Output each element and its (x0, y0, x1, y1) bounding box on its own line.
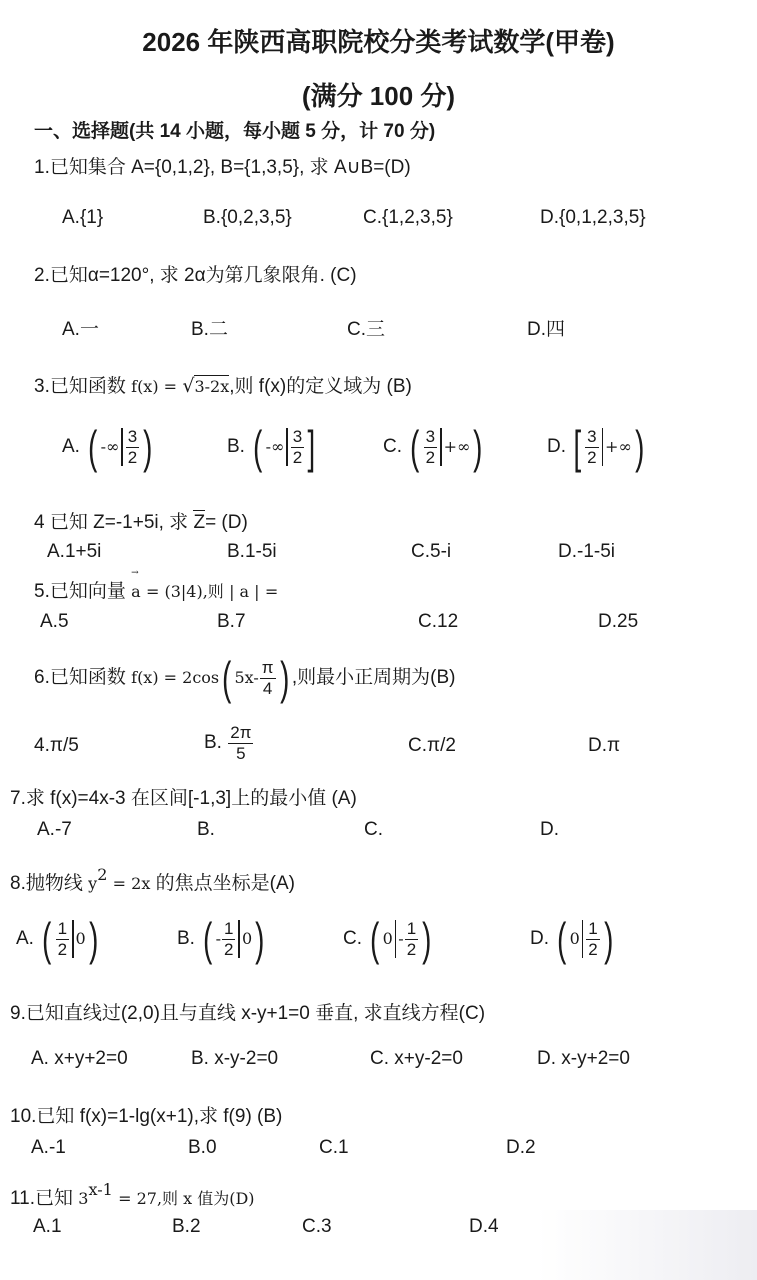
q8-option-a-label: A. (16, 928, 34, 950)
numerator: 2π (230, 723, 252, 742)
q6-inner: 5x- (234, 668, 259, 688)
q11-rhs: = 27,则 x 值为(D) (118, 1189, 255, 1208)
q7-option-a: A.-7 (37, 819, 72, 840)
q1-option-a: A.{1} (62, 207, 104, 228)
section-heading: 一、选择题(共 14 小题，每小题 5 分，计 70 分) (34, 121, 436, 142)
q8-prefix: 8.抛物线 (10, 873, 83, 894)
numerator: 3 (587, 426, 597, 446)
question-1-stem: 1.已知集合 A={0,1,2}, B={1,3,5}, 求 A∪B=(D) (34, 157, 411, 178)
q8-suffix: 的焦点坐标是(A) (155, 873, 295, 894)
q10-option-b: B.0 (188, 1137, 217, 1158)
close-paren: ) (422, 913, 432, 965)
fraction (586, 919, 599, 959)
separator (238, 920, 240, 958)
q7-option-b: B. (197, 819, 215, 840)
open-paren: ( (410, 421, 420, 473)
zero: 0 (241, 929, 253, 949)
q9-option-b: B. x-y-2=0 (191, 1048, 279, 1069)
q6-option-c: C.π/2 (408, 735, 456, 756)
q5-option-d: D.25 (598, 611, 639, 632)
denominator: 2 (223, 939, 234, 959)
q3-option-b-label: B. (227, 436, 245, 458)
close-paren: ) (143, 421, 153, 473)
q11-option-d: D.4 (469, 1216, 499, 1237)
q10-option-c: C.1 (319, 1137, 349, 1158)
fraction (222, 919, 235, 959)
question-3-stem (34, 371, 412, 398)
vector-a: → a (131, 582, 141, 601)
fraction (291, 427, 304, 467)
q11-option-b: B.2 (172, 1216, 201, 1237)
fraction (126, 427, 139, 467)
q6-function: f(x) = 2cos (131, 668, 220, 688)
q4-suffix: = (D) (205, 512, 248, 533)
q8-option-a (16, 913, 101, 965)
q6-option-b-label: B. (204, 732, 222, 754)
q8-option-b-label: B. (177, 928, 195, 950)
q3-radicand: 3-2x (194, 377, 230, 396)
open-paren: ( (222, 652, 232, 704)
q1-option-c: C.{1,2,3,5} (363, 207, 453, 228)
q4-option-c: C.5-i (411, 541, 452, 562)
q10-option-d: D.2 (506, 1137, 536, 1158)
q4-option-d: D.-1-5i (558, 541, 616, 562)
numerator: 3 (127, 426, 138, 446)
close-paren: ) (88, 913, 98, 965)
q5-option-a: A.5 (40, 611, 69, 632)
minus-sign: - (398, 929, 404, 949)
q1-option-d: D.{0,1,2,3,5} (540, 207, 646, 228)
q8-rhs: = 2x (112, 874, 151, 893)
denominator: 4 (262, 678, 273, 698)
q5-option-b: B.7 (217, 611, 246, 632)
open-bracket: [ (573, 421, 582, 473)
q8-option-d-label: D. (530, 928, 549, 950)
neg-infinity: -∞ (265, 437, 285, 457)
q3-prefix: 3.已知函数 (34, 376, 126, 397)
separator (440, 428, 442, 466)
sqrt-symbol: √ (182, 375, 195, 397)
close-paren: ) (634, 421, 645, 473)
exam-title: 2026 年陕西高职院校分类考试数学(甲卷) (142, 27, 615, 57)
open-paren: ( (253, 421, 263, 473)
q6-prefix: 6.已知函数 (34, 667, 126, 689)
q11-option-c: C.3 (302, 1216, 332, 1237)
fraction (260, 658, 276, 698)
q5-option-c: C.12 (418, 611, 459, 632)
zero: 0 (569, 929, 580, 949)
numerator: 3 (292, 426, 303, 446)
separator (286, 428, 288, 466)
pos-infinity: +∞ (443, 437, 471, 457)
fraction (424, 427, 437, 467)
exam-subtitle: (满分 100 分) (301, 81, 456, 111)
q3-option-d-label: D. (547, 436, 566, 458)
question-8-stem (10, 865, 295, 895)
q3-option-c (383, 421, 486, 473)
denominator: 2 (588, 939, 598, 959)
question-9-stem: 9.已知直线过(2,0)且与直线 x-y+1=0 垂直, 求直线方程(C) (10, 1003, 486, 1024)
denominator: 2 (425, 447, 436, 467)
denominator: 2 (57, 939, 68, 959)
q8-option-c-label: C. (343, 928, 362, 950)
q1-option-b: B.{0,2,3,5} (203, 207, 292, 228)
open-paren: ( (557, 913, 567, 965)
q9-option-c: C. x+y-2=0 (370, 1048, 463, 1069)
q6-option-d: D.π (588, 735, 621, 756)
q5-prefix: 5.已知向量 (34, 581, 126, 602)
denominator: 2 (292, 447, 303, 467)
zero: 0 (382, 929, 393, 949)
q9-option-a: A. x+y+2=0 (31, 1048, 128, 1069)
q11-prefix: 11.已知 (10, 1188, 74, 1209)
q2-option-c: C.三 (347, 319, 386, 340)
open-paren: ( (370, 913, 380, 965)
close-paren: ) (255, 913, 265, 965)
denominator: 2 (127, 447, 138, 467)
q6-option-a: 4.π/5 (34, 735, 79, 756)
q2-option-b: B.二 (191, 319, 228, 340)
q8-option-b (177, 913, 267, 965)
separator (72, 920, 74, 958)
q4-option-b: B.1-5i (227, 541, 277, 562)
open-paren: ( (42, 913, 52, 965)
question-10-stem: 10.已知 f(x)=1-lg(x+1),求 f(9) (B) (10, 1106, 283, 1127)
q11-option-a: A.1 (33, 1216, 62, 1237)
q2-option-a: A.一 (62, 319, 99, 340)
q8-option-c (343, 913, 435, 965)
denominator: 2 (587, 447, 597, 467)
q3-option-a (62, 421, 156, 473)
close-paren: ) (603, 913, 614, 965)
question-2-stem: 2.已知α=120°, 求 2α为第几象限角. (C) (34, 265, 357, 286)
q6-suffix: ,则最小正周期为(B) (291, 667, 456, 689)
q4-prefix: 4 已知 Z=-1+5i, 求 (34, 512, 189, 533)
numerator: 3 (425, 426, 436, 446)
question-5-stem (34, 576, 278, 603)
q3-option-b (227, 421, 318, 473)
pos-infinity: +∞ (605, 437, 632, 457)
numerator: 1 (57, 918, 68, 938)
denominator: 5 (236, 743, 246, 763)
q5-vector-value: = (3|4),则 (145, 582, 224, 601)
fraction (56, 919, 69, 959)
q11-exponent: x-1 (88, 1180, 113, 1199)
fraction (228, 723, 253, 763)
numerator: 1 (223, 918, 234, 938)
separator (602, 428, 604, 466)
q7-option-d: D. (540, 819, 559, 840)
neg-infinity: -∞ (100, 437, 120, 457)
question-11-stem (10, 1180, 255, 1210)
q7-option-c: C. (364, 819, 383, 840)
close-paren: ) (279, 652, 289, 704)
q6-option-b (204, 723, 254, 763)
q9-option-d: D. x-y+2=0 (537, 1048, 630, 1069)
separator (582, 920, 584, 958)
question-4-stem (34, 507, 248, 534)
fraction (585, 427, 598, 467)
q2-option-d: D.四 (527, 319, 566, 340)
open-paren: ( (203, 913, 213, 965)
separator (121, 428, 123, 466)
q8-y: y (88, 874, 98, 893)
numerator: 1 (588, 918, 598, 938)
q5-magnitude: | a | (229, 582, 260, 601)
numerator: 1 (406, 918, 417, 938)
q3-suffix: ,则 f(x)的定义域为 (B) (229, 376, 412, 397)
close-paren: ) (473, 421, 483, 473)
zero: 0 (75, 929, 86, 949)
q4-option-a: A.1+5i (47, 541, 102, 562)
minus-sign: - (215, 929, 221, 949)
separator (395, 920, 397, 958)
q3-function: f(x) = (131, 377, 178, 396)
open-paren: ( (88, 421, 98, 473)
q4-conjugate-z: Z (193, 512, 206, 533)
question-7-stem: 7.求 f(x)=4x-3 在区间[-1,3]上的最小值 (A) (10, 788, 357, 809)
denominator: 2 (406, 939, 417, 959)
fraction (405, 919, 418, 959)
q5-equals: = (264, 582, 279, 601)
question-6-stem (34, 652, 456, 704)
q8-exponent: 2 (97, 865, 108, 884)
q3-option-c-label: C. (383, 436, 402, 458)
numerator: π (261, 657, 274, 677)
q10-option-a: A.-1 (31, 1137, 66, 1158)
q3-option-a-label: A. (62, 436, 80, 458)
q11-base: 3 (78, 1189, 89, 1208)
q8-option-d (530, 913, 616, 965)
corner-shadow (537, 1210, 757, 1280)
q3-option-d (547, 421, 647, 473)
close-bracket: ] (307, 421, 316, 473)
